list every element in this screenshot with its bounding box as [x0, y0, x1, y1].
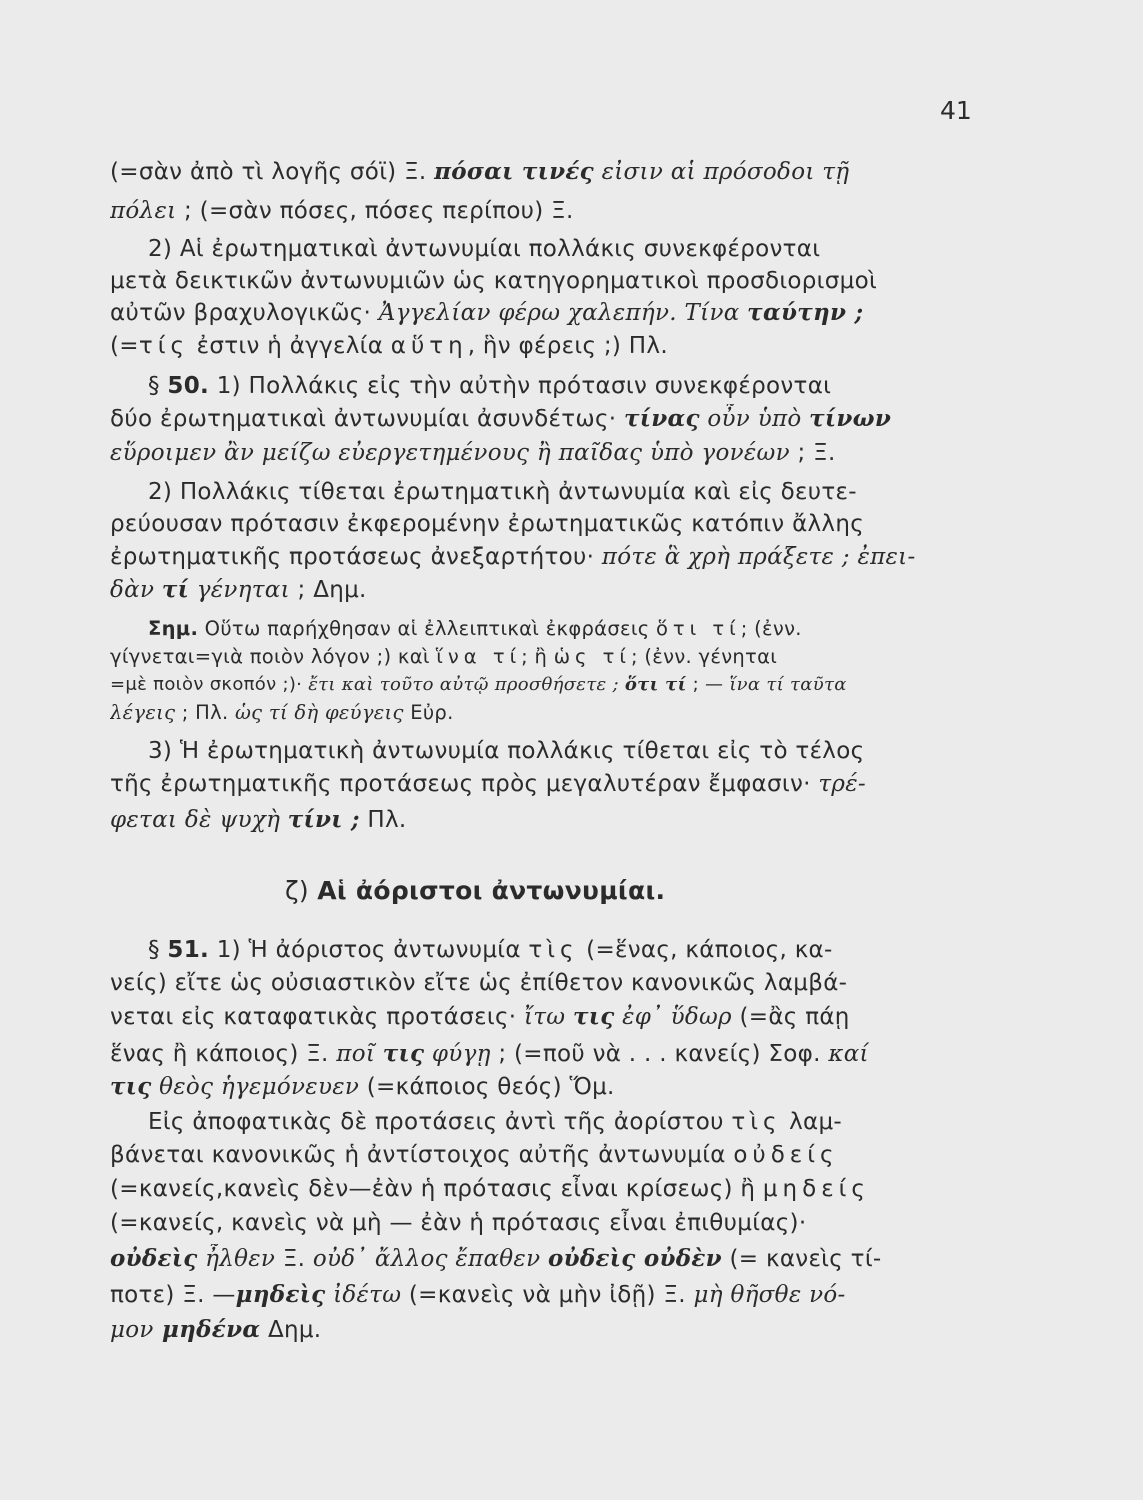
- section-heading: ζ) Αἱ ἀόριστοι ἀντωνυμίαι.: [285, 876, 666, 905]
- text-line: 2) Αἱ ἐρωτηματικαὶ ἀντωνυμίαι πολλάκις συνεκφέρονται: [148, 236, 821, 262]
- text-line: (=κανείς,κανεὶς δὲν—ἐὰν ἡ πρότασις εἶναι κρίσεως) ἢ μηδείς: [110, 1176, 870, 1202]
- text-line: τῆς ἐρωτηματικῆς προτάσεως πρὸς μεγαλυτέραν ἔμφασιν· τρέ-: [110, 771, 866, 797]
- text-line: δὰν τί γένηται ; Δημ.: [110, 576, 367, 603]
- page-number: 41: [940, 96, 972, 125]
- text-line: μετὰ δεικτικῶν ἀντωνυμιῶν ὡς κατηγορηματικοὶ προσδιορισμοὶ: [110, 268, 878, 294]
- text-line: Εἰς ἀποφατικὰς δὲ προτάσεις ἀντὶ τῆς ἀορίστου τὶς λαμ-: [148, 1109, 843, 1135]
- note-line: γίγνεται=γιὰ ποιὸν λόγον ;) καὶ ἵνα τί; ἢ ὡς τί; (ἐνν. γένηται: [110, 645, 778, 668]
- text-line: ἕνας ἢ κάποιος) Ξ. ποῖ τις φύγῃ ; (=ποῦ νὰ . . . κανείς) Σοφ. καί: [110, 1040, 869, 1067]
- note-line: λέγεις ; Πλ. ὡς τί δὴ φεύγεις Εὐρ.: [110, 701, 454, 724]
- text-line: νεται εἰς καταφατικὰς προτάσεις· ἴτω τις ἐφ᾽ ὕδωρ (=ἂς πάῃ: [110, 1003, 850, 1030]
- note-line: =μὲ ποιὸν σκοπόν ;)· ἔτι καὶ τοῦτο αὐτῷ προσθήσετε ; ὅτι τί ; — ἵνα τί ταῦτα: [110, 674, 847, 695]
- text-line: (=τίς ἐστιν ἡ ἀγγελία αὕτη, ἣν φέρεις ;) Πλ.: [110, 333, 668, 359]
- text-line: μον μηδένα Δημ.: [110, 1316, 322, 1343]
- text-line: 2) Πολλάκις τίθεται ἐρωτηματικὴ ἀντωνυμία καὶ εἰς δευτε-: [148, 479, 857, 505]
- text-line: νείς) εἴτε ὡς οὐσιαστικὸν εἴτε ὡς ἐπίθετον κανονικῶς λαμβά-: [110, 970, 848, 996]
- note-line: Σημ. Οὕτω παρήχθησαν αἱ ἐλλειπτικαὶ ἐκφράσεις ὅτι τί; (ἐνν.: [148, 617, 802, 640]
- text-line: § 51. 1) Ἡ ἀόριστος ἀντωνυμία τὶς (=ἕνας, κάποιος, κα-: [148, 937, 833, 963]
- text-line: οὐδεὶς ἦλθεν Ξ. οὐδ᾽ ἄλλος ἔπαθεν οὐδεὶς οὐδὲν (= κανεὶς τί-: [110, 1245, 882, 1272]
- text-line: τις θεὸς ἡγεμόνευεν (=κάποιος θεός) Ὅμ.: [110, 1073, 615, 1100]
- text-line: ποτε) Ξ. —μηδεὶς ἰδέτω (=κανεὶς νὰ μὴν ἰδῇ) Ξ. μὴ θῆσθε νό-: [110, 1281, 846, 1308]
- text-line: (=κανείς, κανεὶς νὰ μὴ — ἐὰν ἡ πρότασις εἶναι ἐπιθυμίας)·: [110, 1210, 807, 1236]
- text-line: ρεύουσαν πρότασιν ἐκφερομένην ἐρωτηματικῶς κατόπιν ἄλλης: [110, 511, 865, 537]
- text-line: (=σὰν ἀπὸ τὶ λογῆς σόϊ) Ξ. πόσαι τινές εἰσιν αἱ πρόσοδοι τῇ: [110, 158, 850, 185]
- text-line: φεται δὲ ψυχὴ τίνι ; Πλ.: [110, 806, 407, 833]
- text-line: αὐτῶν βραχυλογικῶς· Ἀγγελίαν φέρω χαλεπήν. Τίνα ταύτην ;: [110, 299, 864, 326]
- text-line: βάνεται κανονικῶς ἡ ἀντίστοιχος αὐτῆς ἀντωνυμία οὐδείς: [110, 1142, 839, 1168]
- text-line: πόλει ; (=σὰν πόσες, πόσες περίπου) Ξ.: [110, 198, 574, 224]
- text-line: ἐρωτηματικῆς προτάσεως ἀνεξαρτήτου· πότε ἃ χρὴ πράξετε ; ἐπει-: [110, 544, 916, 570]
- text-line: § 50. 1) Πολλάκις εἰς τὴν αὐτὴν πρότασιν συνεκφέρονται: [148, 373, 832, 399]
- text-line: 3) Ἡ ἐρωτηματικὴ ἀντωνυμία πολλάκις τίθεται εἰς τὸ τέλος: [148, 738, 865, 764]
- text-line: δύο ἐρωτηματικαὶ ἀντωνυμίαι ἀσυνδέτως· τίνας οὖν ὑπὸ τίνων: [110, 405, 892, 432]
- text-line: εὕροιμεν ἂν μείζω εὐεργετημένους ἢ παῖδας ὑπὸ γονέων ; Ξ.: [110, 440, 836, 466]
